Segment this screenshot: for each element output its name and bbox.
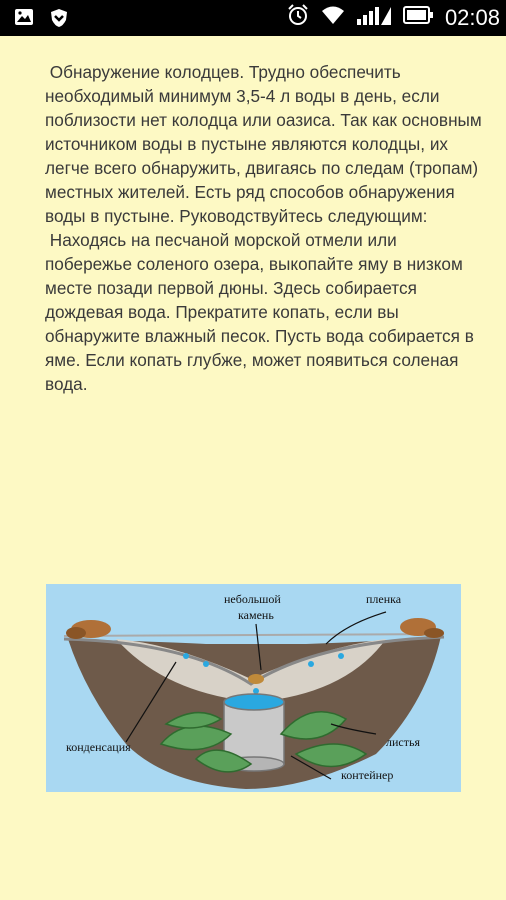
signal-icon bbox=[357, 5, 391, 30]
article-paragraph-2: Находясь на песчаной морской отмели или побережье соленого озера, выкопайте яму в низком месте позади первой дюны. Здесь собирается дождевая вода. Прекратите копать, если вы обнаружите влажный песок. Пусть вода собирается в яме. Если копать глубже, может появиться соленая вода. bbox=[45, 230, 479, 394]
gallery-icon bbox=[14, 8, 34, 33]
article-content bbox=[45, 60, 485, 396]
status-bar bbox=[0, 0, 506, 36]
label-film: пленка bbox=[366, 592, 402, 606]
article-paragraph-1: Обнаружение колодцев. Трудно обеспечить необходимый минимум 3,5-4 л воды в день, если поблизости нет колодца или оазиса. Так как основным источником воды в пустыне являются колодцы, их легче всего обнаружить, двигаясь по следам (тропам) местных жителей. Есть ряд способов обнаружения воды в пустыне. Руководствуйтесь следующим: bbox=[45, 62, 487, 226]
label-container: контейнер bbox=[341, 768, 394, 782]
label-leaves: листья bbox=[386, 735, 420, 749]
label-small-stone-line1: небольшой bbox=[224, 592, 281, 606]
alarm-icon bbox=[287, 4, 309, 31]
wifi-icon bbox=[321, 5, 345, 30]
label-condensation: конденсация bbox=[66, 740, 131, 754]
solar-still-illustration bbox=[46, 584, 461, 792]
battery-icon bbox=[403, 6, 433, 29]
small-stone bbox=[248, 674, 264, 684]
label-small-stone-line2: камень bbox=[238, 608, 274, 622]
shield-icon bbox=[50, 8, 68, 33]
clock: 02:08 bbox=[444, 4, 500, 30]
